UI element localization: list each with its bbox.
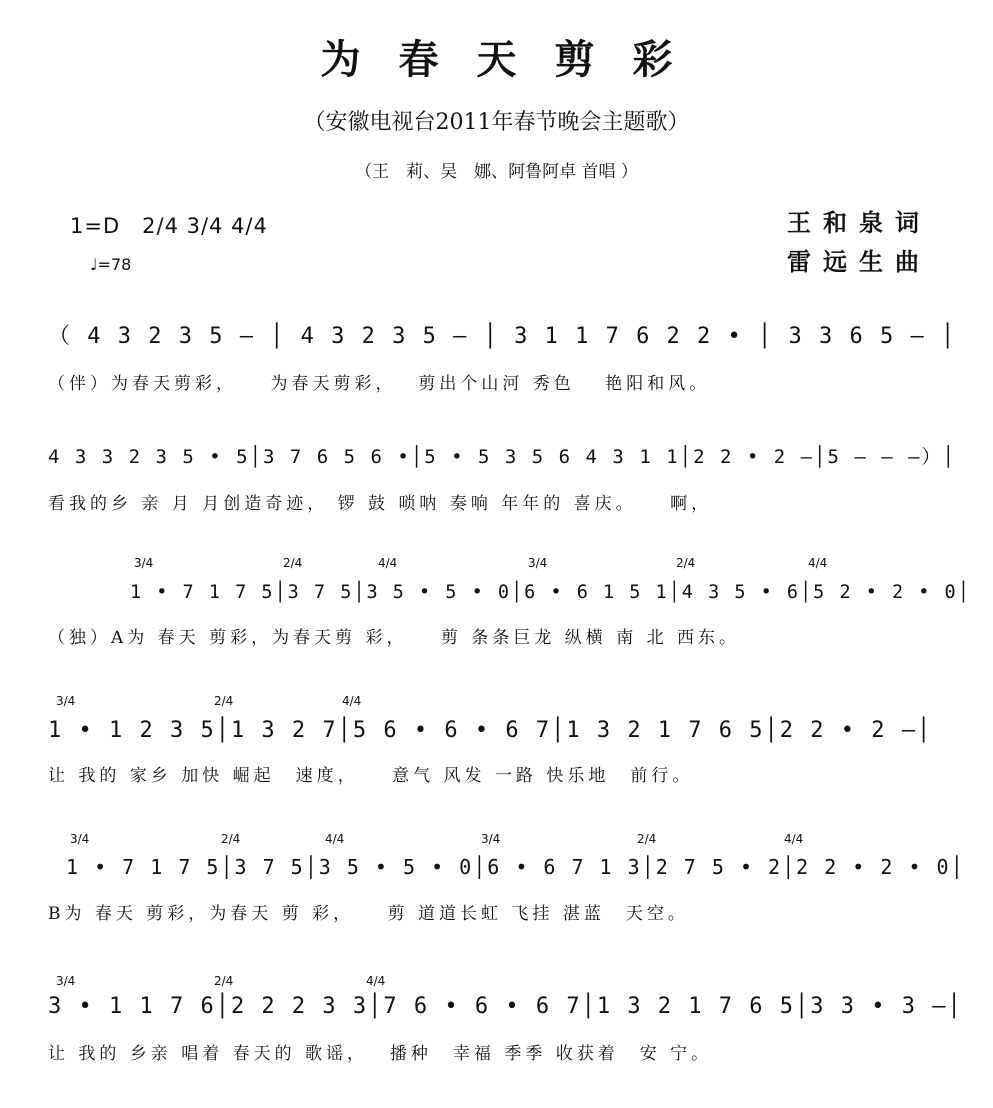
song-subtitle: （安徽电视台2011年春节晚会主题歌） (303, 110, 690, 135)
lyric-line: 让 我的 家乡 加快 崛起 速度， 意气 风发 一路 快乐地 前行。 (48, 766, 694, 786)
key-signature: 1=D 2/4 3/4 4/4 (70, 214, 268, 238)
time-signature: 3/4 (528, 556, 548, 570)
time-signature: 2/4 (221, 832, 241, 846)
composer-credit: 雷远生曲 (787, 247, 931, 276)
time-signature: 4/4 (378, 556, 398, 570)
time-signature: 2/4 (283, 556, 303, 570)
time-signature: 2/4 (214, 694, 234, 708)
time-signature: 2/4 (637, 832, 657, 846)
lyricist-credit: 王和泉词 (787, 208, 931, 237)
notation-line: 1 • 7 1 7 5│3 7 5│3 5 • 5 • 0│6 • 6 1 5 1│4 3 5 • 6│5 2 • 2 • 0│ (130, 582, 971, 603)
time-signature: 4/4 (366, 974, 386, 988)
song-title: 为春天剪彩 (320, 36, 711, 83)
notation-line: 3 • 1 1 7 6│2 2 2 3 3│7 6 • 6 • 6 7│1 3 2 1 7 6 5│3 3 • 3 —│ (48, 994, 963, 1019)
notation-line: （ 4 3 2 3 5 — │ 4 3 2 3 5 — │ 3 1 1 7 6 2 2 • │ 3 3 6 5 — │ (48, 324, 957, 349)
notation-line: 4 3 3 2 3 5 • 5│3 7 6 5 6 •│5 • 5 3 5 6 4 3 1 1│2 2 • 2 —│5 — — —）│ (48, 446, 956, 468)
time-signature: 2/4 (676, 556, 696, 570)
time-signature: 4/4 (784, 832, 804, 846)
notation-line: 1 • 1 2 3 5│1 3 2 7│5 6 • 6 • 6 7│1 3 2 1 7 6 5│2 2 • 2 —│ (48, 718, 933, 743)
time-signature: 3/4 (56, 694, 76, 708)
notation-line: 1 • 7 1 7 5│3 7 5│3 5 • 5 • 0│6 • 6 7 1 3│2 7 5 • 2│2 2 • 2 • 0│ (66, 855, 965, 879)
lyric-line: 看我的乡 亲 月 月创造奇迹， 锣 鼓 唢呐 奏响 年年的 喜庆。 啊， (48, 494, 713, 514)
time-signature: 3/4 (134, 556, 154, 570)
lyric-line: （独）A为 春天 剪彩，为春天剪 彩， 剪 条条巨龙 纵横 南 北 西东。 (48, 628, 741, 648)
lyric-line: B为 春天 剪彩，为春天 剪 彩， 剪 道道长虹 飞挂 湛蓝 天空。 (48, 904, 689, 924)
time-signature: 2/4 (214, 974, 234, 988)
time-signature: 3/4 (481, 832, 501, 846)
performers-note: （王 莉、吴 娜、阿鲁阿卓 首唱 ） (355, 162, 638, 182)
lyric-line: 让 我的 乡亲 唱着 春天的 歌谣， 播种 幸福 季季 收获着 安 宁。 (48, 1044, 713, 1064)
time-signature: 4/4 (342, 694, 362, 708)
time-signature: 3/4 (70, 832, 90, 846)
time-signature: 4/4 (808, 556, 828, 570)
time-signature: 4/4 (325, 832, 345, 846)
lyric-line: （伴）为春天剪彩， 为春天剪彩， 剪出个山河 秀色 艳阳和风。 (48, 374, 711, 394)
time-signature: 3/4 (56, 974, 76, 988)
tempo-marking: ♩=78 (90, 255, 132, 274)
